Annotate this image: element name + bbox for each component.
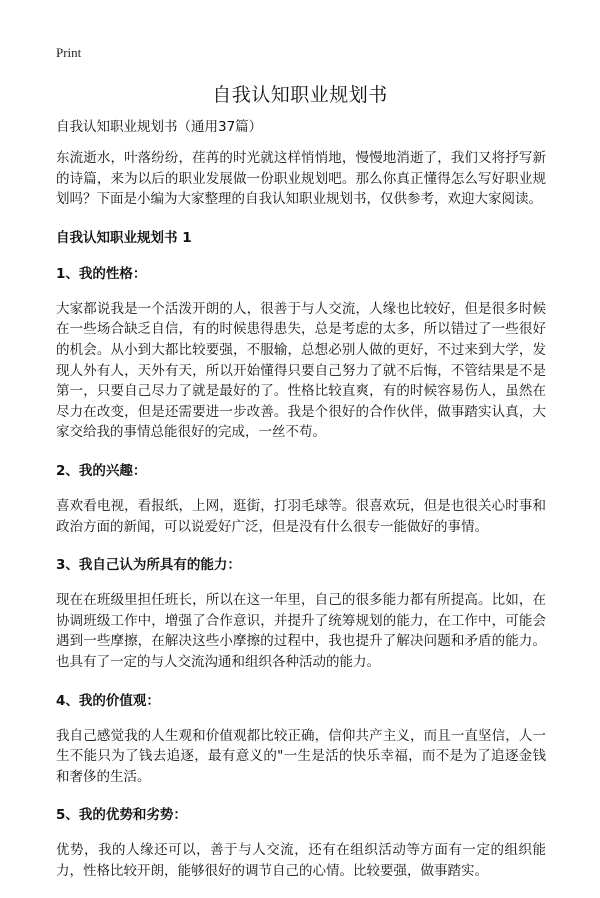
section-heading-personality: 1、我的性格： bbox=[56, 265, 147, 282]
section-heading-strengths-weaknesses: 5、我的优势和劣势： bbox=[56, 807, 187, 824]
print-link[interactable]: Print bbox=[56, 45, 82, 60]
document-body bbox=[56, 116, 546, 898]
section-text-values: 我自己感觉我的人生观和价值观都比较正确，信仰共产主义，而且一直坚信，人一生不能只为了钱去追逐，最有意义的"一生是活的快乐幸福，而不是为了追逐金钱和奢侈的生活。 bbox=[56, 727, 546, 785]
section-heading-abilities: 3、我自己认为所具有的能力： bbox=[56, 557, 241, 574]
section-heading-interests: 2、我的兴趣： bbox=[56, 462, 147, 479]
section-text-abilities: 现在在班级里担任班长，所以在这一年里，自己的很多能力都有所提高。比如，在协调班级工作中，增强了合作意识，并提升了统筹规划的能力，在工作中，可能会遇到一些摩擦，在解决这些小摩擦的过程中，我也提升了解决问题和矛盾的能力。也具有了一定的与人交流沟通和组织各种活动的能力。 bbox=[56, 592, 546, 670]
section-text-strengths-weaknesses: 优势，我的人缘还可以，善于与人交流，还有在组织活动等方面有一定的组织能力，性格比较开朗，能够很好的调节自己的心情。比较要强，做事踏实。 bbox=[56, 842, 546, 879]
part-title: 自我认知职业规划书 1 bbox=[56, 229, 192, 246]
page-title: 自我认知职业规划书 bbox=[212, 84, 388, 106]
section-heading-values: 4、我的价值观： bbox=[56, 692, 160, 709]
document-subtitle: 自我认知职业规划书（通用37篇） bbox=[56, 119, 263, 135]
intro-paragraph: 东流逝水，叶落纷纷，荏苒的时光就这样悄悄地，慢慢地消逝了，我们又将抒写新的诗篇，来为以后的职业发展做一份职业规划吧。那么你真正懂得怎么写好职业规划吗？下面是小编为大家整理的自我认知职业规划书，仅供参考，欢迎大家阅读。 bbox=[56, 150, 546, 208]
section-text-personality: 大家都说我是一个活泼开朗的人，很善于与人交流，人缘也比较好，但是很多时候在一些场合缺乏自信，有的时候患得患失，总是考虑的太多，所以错过了一些很好的机会。从小到大都比较要强，不服输，总想必别人做的更好，不过来到大学，发现人外有人，天外有天，所以开始懂得只要自己努力了就不后悔，不管结果是不是第一，只要自己尽力了就是最好的了。性格比较直爽，有的时候容易伤人，虽然在尽力在改变，但是还需要进一步改善。我是个很好的合作伙伴，做事踏实认真，大家交给我的事情总能很好的完成，一丝不苟。 bbox=[56, 300, 546, 441]
section-text-interests: 喜欢看电视，看报纸，上网，逛街，打羽毛球等。很喜欢玩，但是也很关心时事和政治方面的新闻，可以说爱好广泛，但是没有什么很专一能做好的事情。 bbox=[56, 497, 546, 535]
